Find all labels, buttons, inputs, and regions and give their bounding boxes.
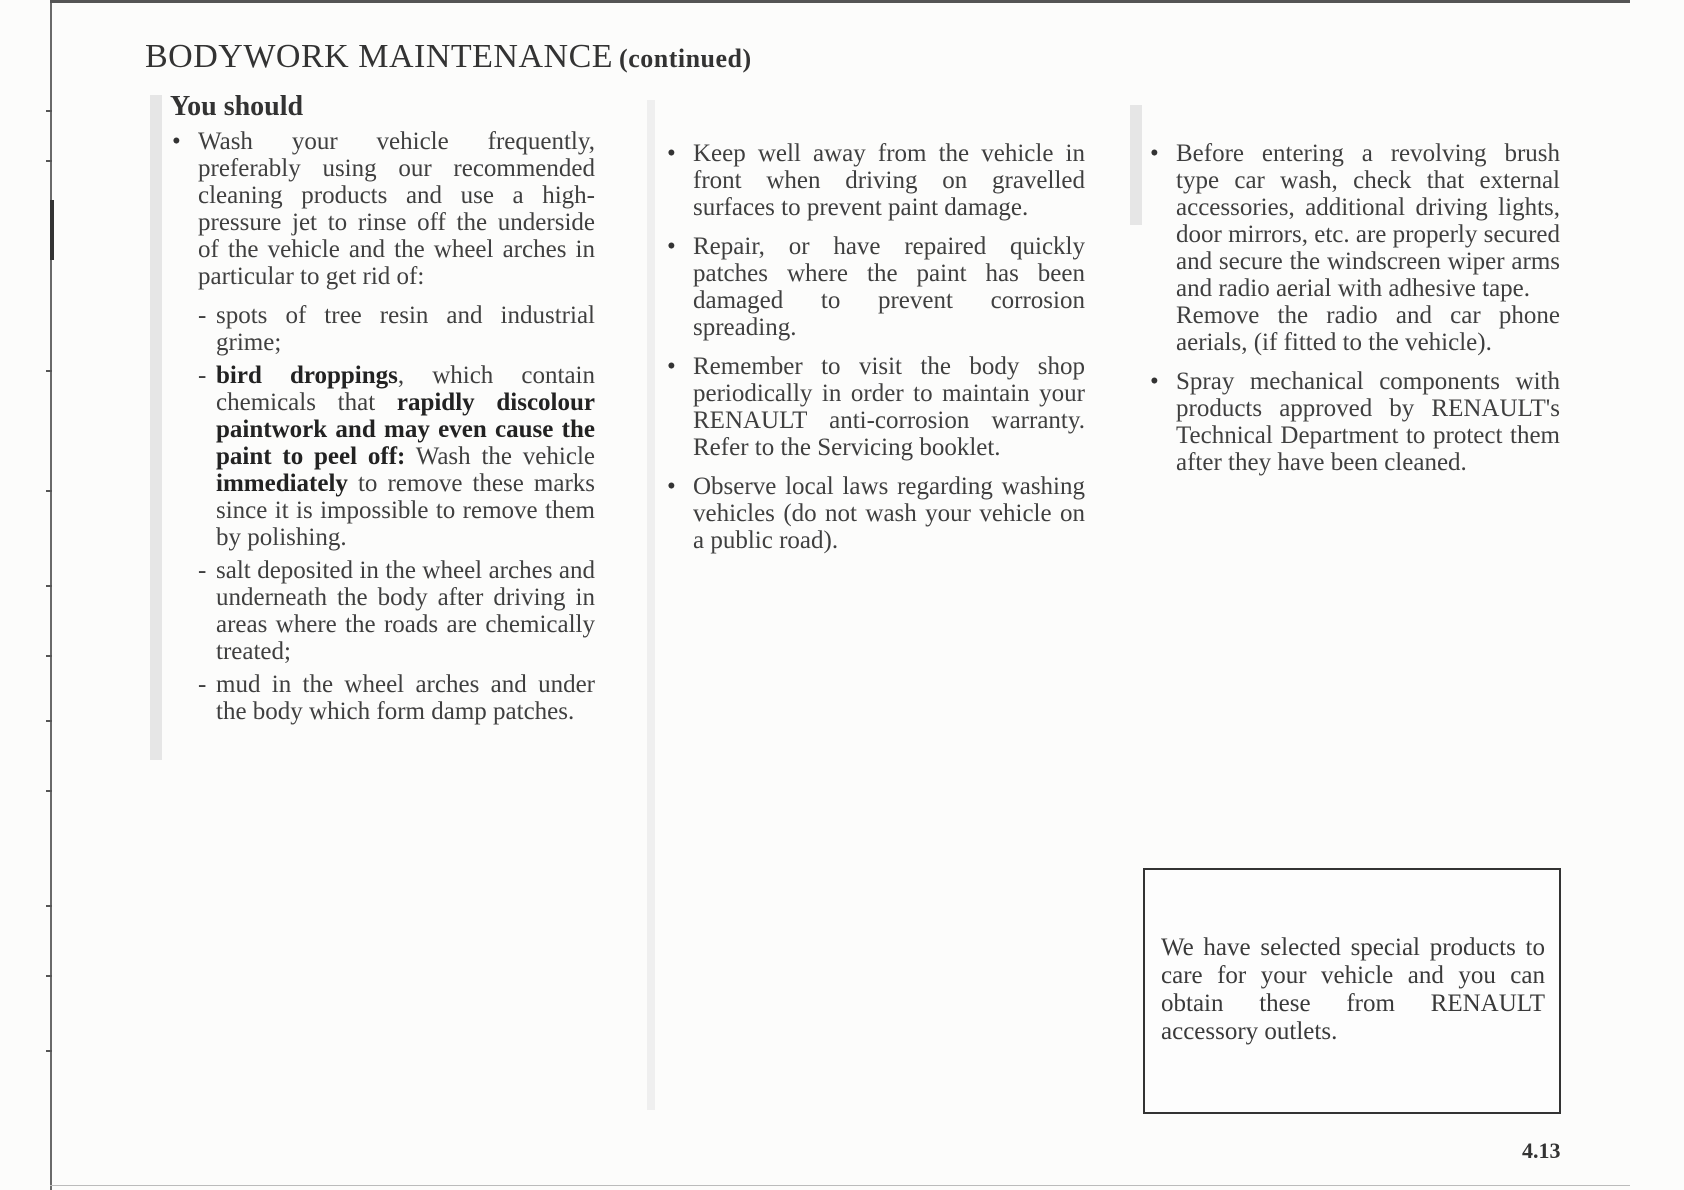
- bullet-car-wash-extra: Remove the radio and car phone aerials, (if fitted to the vehicle).: [1176, 302, 1560, 356]
- bullet-local-laws: • Observe local laws regarding washing vehicles (do not wash your vehicle on a public road).: [665, 473, 1085, 554]
- note-box: [1143, 868, 1561, 1114]
- margin-tick: [46, 160, 52, 162]
- page-title: [145, 38, 752, 76]
- bottom-edge-line: [50, 1185, 1630, 1186]
- margin-tick: [46, 720, 52, 722]
- dash-item-salt: - salt deposited in the wheel arches and underneath the body after driving in areas where the roads are chemically treated;: [170, 557, 595, 665]
- dash-item-resin: - spots of tree resin and industrial grime;: [170, 302, 595, 356]
- margin-tick: [46, 975, 52, 977]
- binding-edge: [50, 0, 52, 1190]
- bird-droppings-strong: bird droppings: [216, 362, 398, 389]
- column-2: [665, 140, 1085, 566]
- bullet-spray: • Spray mechanical components with products approved by RENAULT's Technical Department to protect them after they have been cleaned.: [1148, 368, 1560, 476]
- margin-mark: [50, 200, 54, 260]
- margin-tick: [46, 490, 52, 492]
- bird-droppings-strong-3: immediately: [216, 470, 348, 497]
- dash-item-bird-droppings: [170, 362, 595, 551]
- bullet-wash: • Wash your vehicle frequently, preferably using our recommended cleaning products and use a high-pressure jet to rinse off the underside of the vehicle and the wheel arches in particular to get rid of:: [170, 128, 595, 290]
- bird-droppings-text-3: to remove these marks since it is impossible to remove them by polishing.: [216, 470, 595, 551]
- bird-droppings-text-2: Wash the vehicle: [405, 443, 595, 470]
- note-text: We have selected special products to care for your vehicle and you can obtain these from RENAULT accessory outlets.: [1161, 934, 1545, 1045]
- bird-droppings-strong-2: rapidly discolour paintwork and may even cause the paint to peel off:: [216, 389, 595, 470]
- bird-droppings-text-1: , which contain chemicals that: [216, 362, 595, 416]
- bullet-car-wash: • Before entering a revolving brush type car wash, check that external accessories, additional driving lights, door mirrors, etc. are properly secured and secure the windscreen wiper arms and radio aerial with adhesive tape.: [1148, 140, 1560, 302]
- top-edge-line: [50, 0, 1630, 3]
- page-number: 4.13: [1522, 1138, 1561, 1163]
- column-bar: [150, 95, 162, 760]
- margin-tick: [46, 655, 52, 657]
- column-bar: [647, 100, 655, 1110]
- margin-tick: [46, 585, 52, 587]
- margin-tick: [46, 905, 52, 907]
- column-bar: [1130, 105, 1142, 225]
- margin-tick: [46, 790, 52, 792]
- column-1: [170, 93, 595, 731]
- section-subheading: You should: [170, 91, 304, 122]
- bullet-keep-away: • Keep well away from the vehicle in front when driving on gravelled surfaces to prevent paint damage.: [665, 140, 1085, 221]
- page-title-suffix: (continued): [619, 44, 752, 73]
- margin-tick: [46, 370, 52, 372]
- margin-tick: [46, 110, 52, 112]
- column-3: [1148, 140, 1560, 488]
- margin-tick: [46, 1050, 52, 1052]
- page-title-main: BODYWORK MAINTENANCE: [145, 38, 614, 75]
- bullet-body-shop: • Remember to visit the body shop periodically in order to maintain your RENAULT anti-corrosion warranty. Refer to the Servicing booklet.: [665, 353, 1085, 461]
- bullet-repair: • Repair, or have repaired quickly patches where the paint has been damaged to prevent corrosion spreading.: [665, 233, 1085, 341]
- dash-item-mud: - mud in the wheel arches and under the body which form damp patches.: [170, 671, 595, 725]
